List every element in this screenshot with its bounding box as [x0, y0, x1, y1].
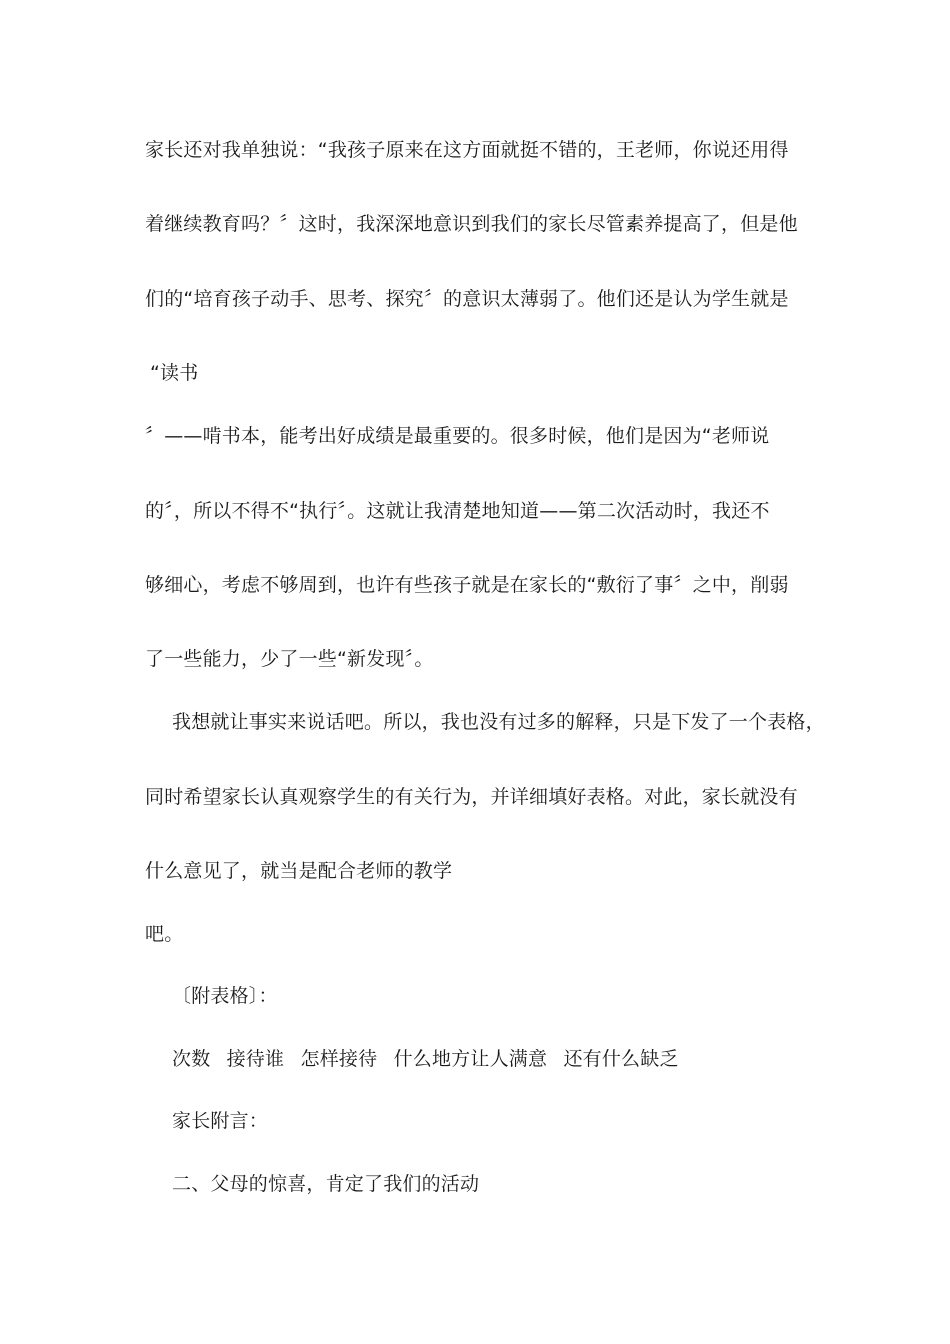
- paragraph-line: 什么意见了，就当是配合老师的教学: [145, 860, 453, 882]
- attached-table-label: 〔附表格〕：: [172, 985, 278, 1007]
- paragraph-line: 的〞，所以不得不“执行〞。这就让我清楚地知道——第二次活动时，我还不: [145, 500, 770, 522]
- paragraph-line: 同时希望家长认真观察学生的有关行为，并详细填好表格。对此，家长就没有: [145, 786, 798, 808]
- paragraph-line: 〞——啃书本，能考出好成绩是最重要的。很多时候，他们是因为“老师说: [145, 425, 770, 447]
- paragraph-line: 家长还对我单独说：“我孩子原来在这方面就挺不错的，王老师，你说还用得: [145, 139, 789, 161]
- section-heading: 二、父母的惊喜，肯定了我们的活动: [172, 1173, 480, 1195]
- parent-note-label: 家长附言：: [172, 1110, 269, 1132]
- table-header-cell: 接待谁: [226, 1048, 285, 1070]
- table-header-cell: 怎样接待: [300, 1048, 378, 1070]
- paragraph-line: 了一些能力，少了一些“新发现〞。: [145, 648, 434, 670]
- paragraph-line: “读书: [150, 362, 199, 384]
- table-header-row: [172, 1047, 689, 1071]
- table-header-cell: 还有什么缺乏: [563, 1048, 679, 1070]
- paragraph-line: 们的“培育孩子动手、思考、探究〞的意识太薄弱了。他们还是认为学生就是: [145, 288, 789, 310]
- paragraph-line: 吧。: [145, 923, 184, 945]
- table-header-cell: 次数: [172, 1048, 211, 1070]
- paragraph-line: 我想就让事实来说话吧。所以，我也没有过多的解释，只是下发了一个表格，: [172, 711, 825, 733]
- paragraph-line: 着继续教育吗？〞这时，我深深地意识到我们的家长尽管素养提高了，但是他: [145, 213, 798, 235]
- paragraph-line: 够细心，考虑不够周到，也许有些孩子就是在家长的“敷衍了事〞之中，削弱: [145, 574, 789, 596]
- table-header-cell: 什么地方让人满意: [393, 1048, 548, 1070]
